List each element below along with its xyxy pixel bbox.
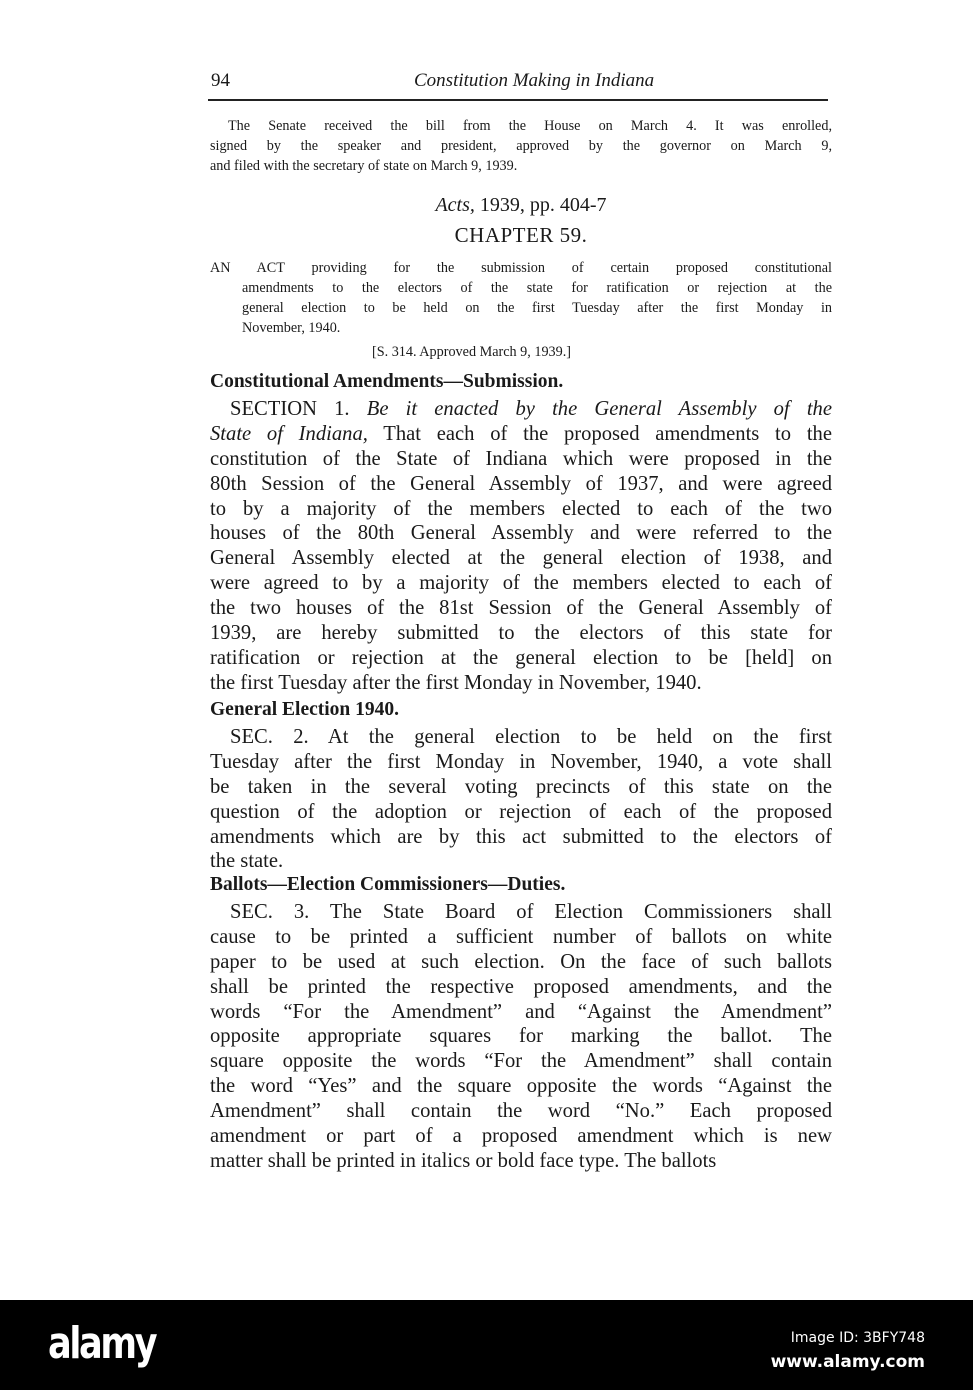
text-line: constitution of the State of Indiana which were proposed in the	[210, 447, 832, 470]
text-line: houses of the 80th General Assembly and were referred to the	[210, 522, 832, 545]
approval-note: [S. 314. Approved March 9, 1939.]	[372, 344, 571, 360]
text-line: amendments to the electors of the state for ratification or rejection at the	[242, 280, 832, 296]
section-2	[210, 699, 832, 874]
text-line: 1939, are hereby submitted to the electors of this state for	[210, 622, 832, 645]
text-line	[210, 397, 832, 422]
running-title: Constitution Making in Indiana	[414, 70, 655, 91]
text-segment: State of Indiana,	[210, 422, 368, 445]
text-line: Amendment” shall contain the word “No.” Each proposed	[210, 1100, 832, 1123]
intro-paragraph	[210, 116, 832, 176]
text-line	[210, 422, 832, 447]
chapter-title: CHAPTER 59.	[454, 223, 588, 247]
text-segment: Be it enacted by the General Assembly of the	[366, 398, 832, 420]
text-line: SEC. 2. At the general election to be held on the first	[230, 726, 832, 748]
text-line: November, 1940.	[242, 320, 341, 336]
header-rule	[208, 99, 828, 101]
text-line: shall be printed the respective proposed amendments, and the	[210, 975, 832, 998]
section-heading: Ballots—Election Commissioners—Duties.	[210, 874, 566, 895]
text-segment: That each of the proposed amendments to the	[367, 422, 832, 445]
text-line: matter shall be printed in italics or bold face type. The ballots	[210, 1149, 717, 1172]
text-line: square opposite the words “For the Amendment” shall contain	[210, 1050, 832, 1073]
text-line: the two houses of the 81st Session of the General Assembly of	[210, 597, 832, 620]
section-3	[210, 874, 832, 1174]
citation-acts: Acts,	[435, 194, 475, 216]
text-line: were agreed to by a majority of the members elected to each of	[210, 572, 832, 595]
text-line: and filed with the secretary of state on March 9, 1939.	[210, 158, 518, 174]
text-line: general election to be held on the first Tuesday after the first Monday in	[242, 300, 832, 316]
text-line: amendments which are by this act submitted to the electors of	[210, 825, 832, 848]
text-line: paper to be used at such election. On the face of such ballots	[210, 950, 832, 973]
text-line: the state.	[210, 850, 284, 873]
text-line: The Senate received the bill from the House on March 4. It was enrolled,	[228, 118, 832, 134]
text-line: the word “Yes” and the square opposite the words “Against the	[210, 1075, 832, 1098]
text-line: opposite appropriate squares for marking the ballot. The	[210, 1025, 832, 1048]
citation-pages: 1939, pp. 404-7	[474, 194, 607, 216]
text-line: cause to be printed a sufficient number of ballots on white	[210, 925, 832, 948]
text-line: signed by the speaker and president, approved by the governor on March 9,	[210, 138, 832, 154]
citation	[210, 194, 832, 217]
text-line: General Assembly elected at the general election of 1938, and	[210, 547, 832, 570]
alamy-logo: alamy	[48, 1318, 156, 1369]
text-line: words “For the Amendment” and “Against the Amendment”	[210, 1000, 832, 1023]
watermark-url: www.alamy.com	[770, 1352, 925, 1372]
text-line: amendment or part of a proposed amendment which is new	[210, 1125, 832, 1148]
page-number: 94	[211, 70, 230, 91]
text-line: the first Tuesday after the first Monday in November, 1940.	[210, 671, 702, 694]
text-line: to by a majority of the members elected to each of the two	[210, 497, 832, 520]
text-line: SEC. 3. The State Board of Election Commissioners shall	[230, 901, 832, 923]
text-line: AN ACT providing for the submission of certain proposed constitutional	[210, 260, 832, 276]
text-segment: SECTION 1.	[230, 398, 367, 420]
text-line: question of the adoption or rejection of each of the proposed	[210, 800, 832, 823]
section-heading: General Election 1940.	[210, 699, 400, 720]
section-1	[210, 371, 832, 696]
act-title	[210, 258, 832, 338]
section-heading: Constitutional Amendments—Submission.	[210, 371, 564, 392]
text-line: 80th Session of the General Assembly of 1937, and were agreed	[210, 472, 832, 495]
text-line: ratification or rejection at the general election to be [held] on	[210, 646, 832, 669]
watermark-bar	[0, 1300, 973, 1390]
text-line: Tuesday after the first Monday in November, 1940, a vote shall	[210, 750, 832, 773]
text-line: be taken in the several voting precincts of this state on the	[210, 775, 832, 798]
image-id: Image ID: 3BFY748	[790, 1330, 925, 1346]
